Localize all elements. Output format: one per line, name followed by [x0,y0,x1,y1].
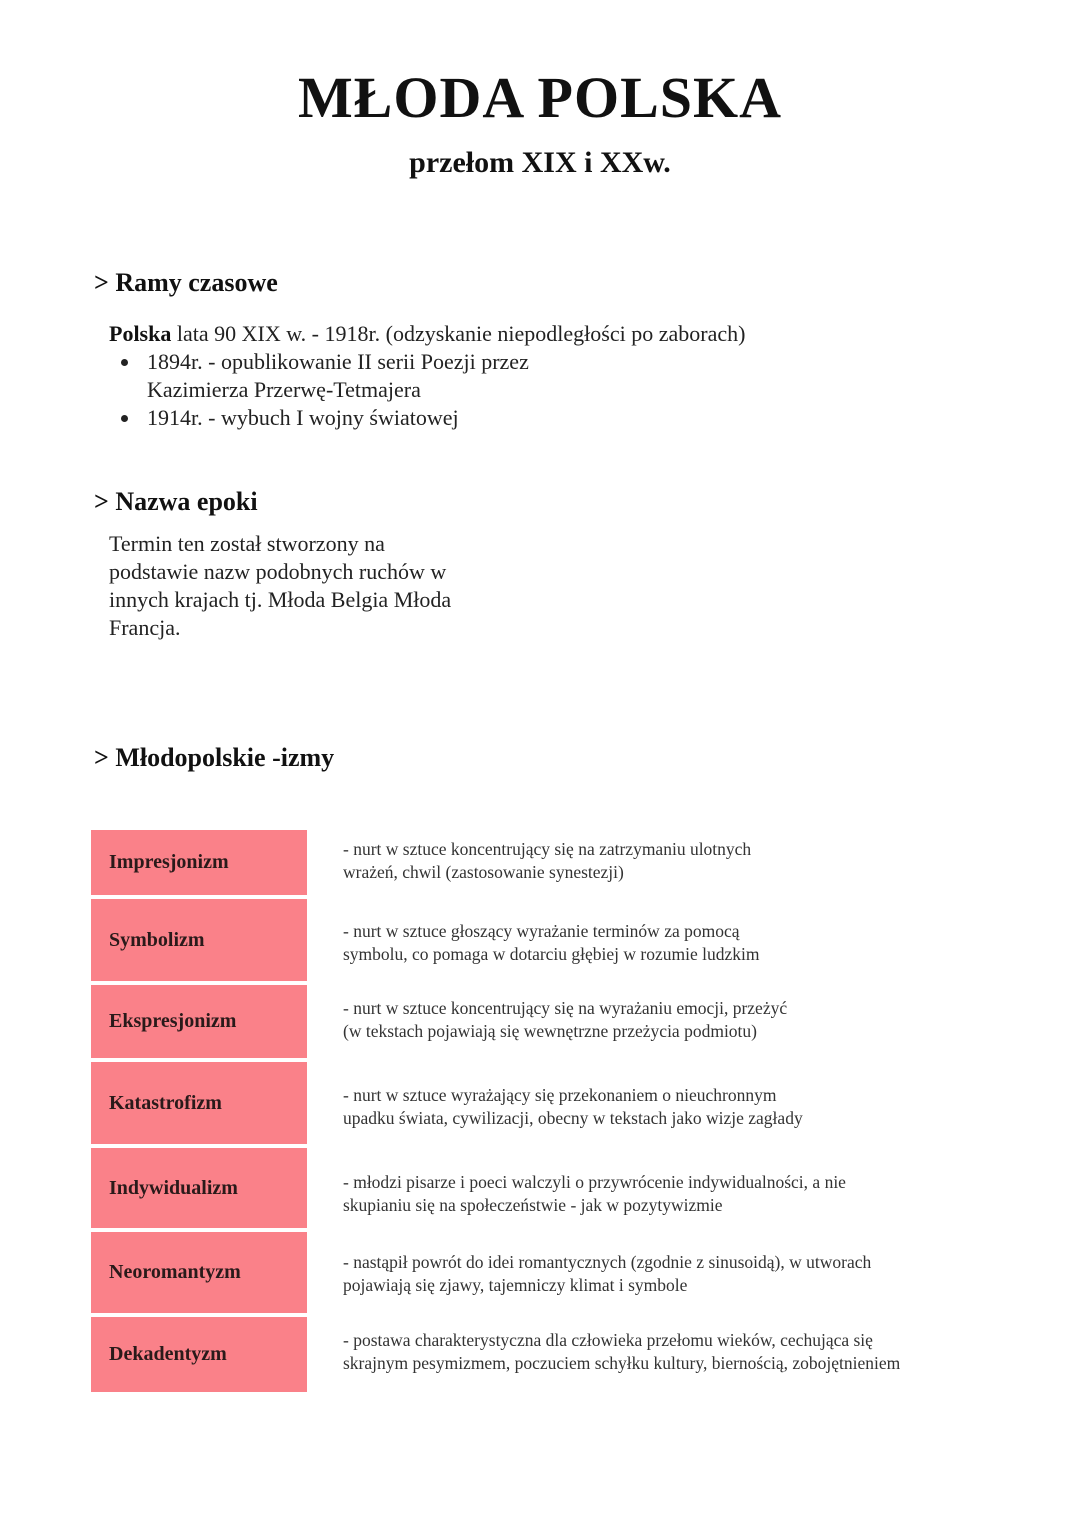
desc-line: (w tekstach pojawiają się wewnętrzne przeżycia podmiotu) [343,1021,757,1041]
desc-line: - nurt w sztuce głoszący wyrażanie terminów za pomocą [343,921,740,941]
desc-line: upadku świata, cywilizacji, obecny w tekstach jako wizje zagłady [343,1108,803,1128]
list-item [109,348,1009,404]
desc-line: - nastąpił powrót do idei romantycznych (zgodnie z sinusoidą), w utworach [343,1252,872,1272]
paragraph-line: Termin ten został stworzony na [109,531,385,556]
desc-line: - nurt w sztuce koncentrujący się na zatrzymaniu ulotnych [343,839,752,859]
desc-dekadentyzm [343,1329,1043,1375]
bullet-icon [121,415,128,422]
desc-line: skrajnym pesymizmem, poczuciem schyłku kultury, biernością, zobojętnieniem [343,1353,901,1373]
desc-ekspresjonizm [343,997,1043,1043]
term-neoromantyzm: Neoromantyzm [91,1232,307,1313]
ramy-intro [109,320,1009,348]
ramy-content [109,320,1009,432]
ramy-intro-bold: Polska [109,321,172,346]
term-indywidualizm: Indywidualizm [91,1148,307,1228]
section-heading-izmy: > Młodopolskie -izmy [94,743,335,772]
desc-impresjonizm [343,838,1043,884]
desc-indywidualizm [343,1171,1043,1217]
page-title: MŁODA POLSKA [297,65,783,130]
term-katastrofizm: Katastrofizm [91,1062,307,1144]
ramy-bullet-list [109,348,1009,432]
desc-line: - nurt w sztuce wyrażający się przekonaniem o nieuchronnym [343,1085,777,1105]
term-ekspresjonizm: Ekspresjonizm [91,985,307,1058]
desc-neoromantyzm [343,1251,1043,1297]
bullet-icon [121,359,128,366]
ramy-intro-rest: lata 90 XIX w. - 1918r. (odzyskanie niepodległości po zaborach) [171,321,746,346]
bullet-line: 1914r. - wybuch I wojny światowej [147,405,459,430]
desc-line: pojawiają się zjawy, tajemniczy klimat i symbole [343,1275,688,1295]
paragraph-line: innych krajach tj. Młoda Belgia Młoda [109,587,452,612]
term-dekadentyzm: Dekadentyzm [91,1317,307,1392]
section-heading-nazwa: > Nazwa epoki [94,487,258,516]
page-subtitle: przełom XIX i XXw. [409,146,671,179]
desc-line: - nurt w sztuce koncentrujący się na wyrażaniu emocji, przeżyć [343,998,788,1018]
paragraph-line: podstawie nazw podobnych ruchów w [109,559,447,584]
bullet-line: Kazimierza Przerwę-Tetmajera [147,377,421,402]
section-heading-ramy: > Ramy czasowe [94,268,278,297]
list-item [109,404,1009,432]
desc-symbolizm [343,920,1043,966]
term-symbolizm: Symbolizm [91,899,307,981]
bullet-line: 1894r. - opublikowanie II serii Poezji przez [147,349,529,374]
desc-line: - młodzi pisarze i poeci walczyli o przywrócenie indywidualności, a nie [343,1172,846,1192]
desc-line: symbolu, co pomaga w dotarciu głębiej w rozumie ludzkim [343,944,760,964]
nazwa-paragraph [109,530,529,642]
term-impresjonizm: Impresjonizm [91,830,307,895]
paragraph-line: Francja. [109,615,181,640]
desc-line: skupianiu się na społeczeństwie - jak w pozytywizmie [343,1195,723,1215]
desc-katastrofizm [343,1084,1043,1130]
desc-line: - postawa charakterystyczna dla człowieka przełomu wieków, cechująca się [343,1330,873,1350]
desc-line: wrażeń, chwil (zastosowanie synestezji) [343,862,624,882]
